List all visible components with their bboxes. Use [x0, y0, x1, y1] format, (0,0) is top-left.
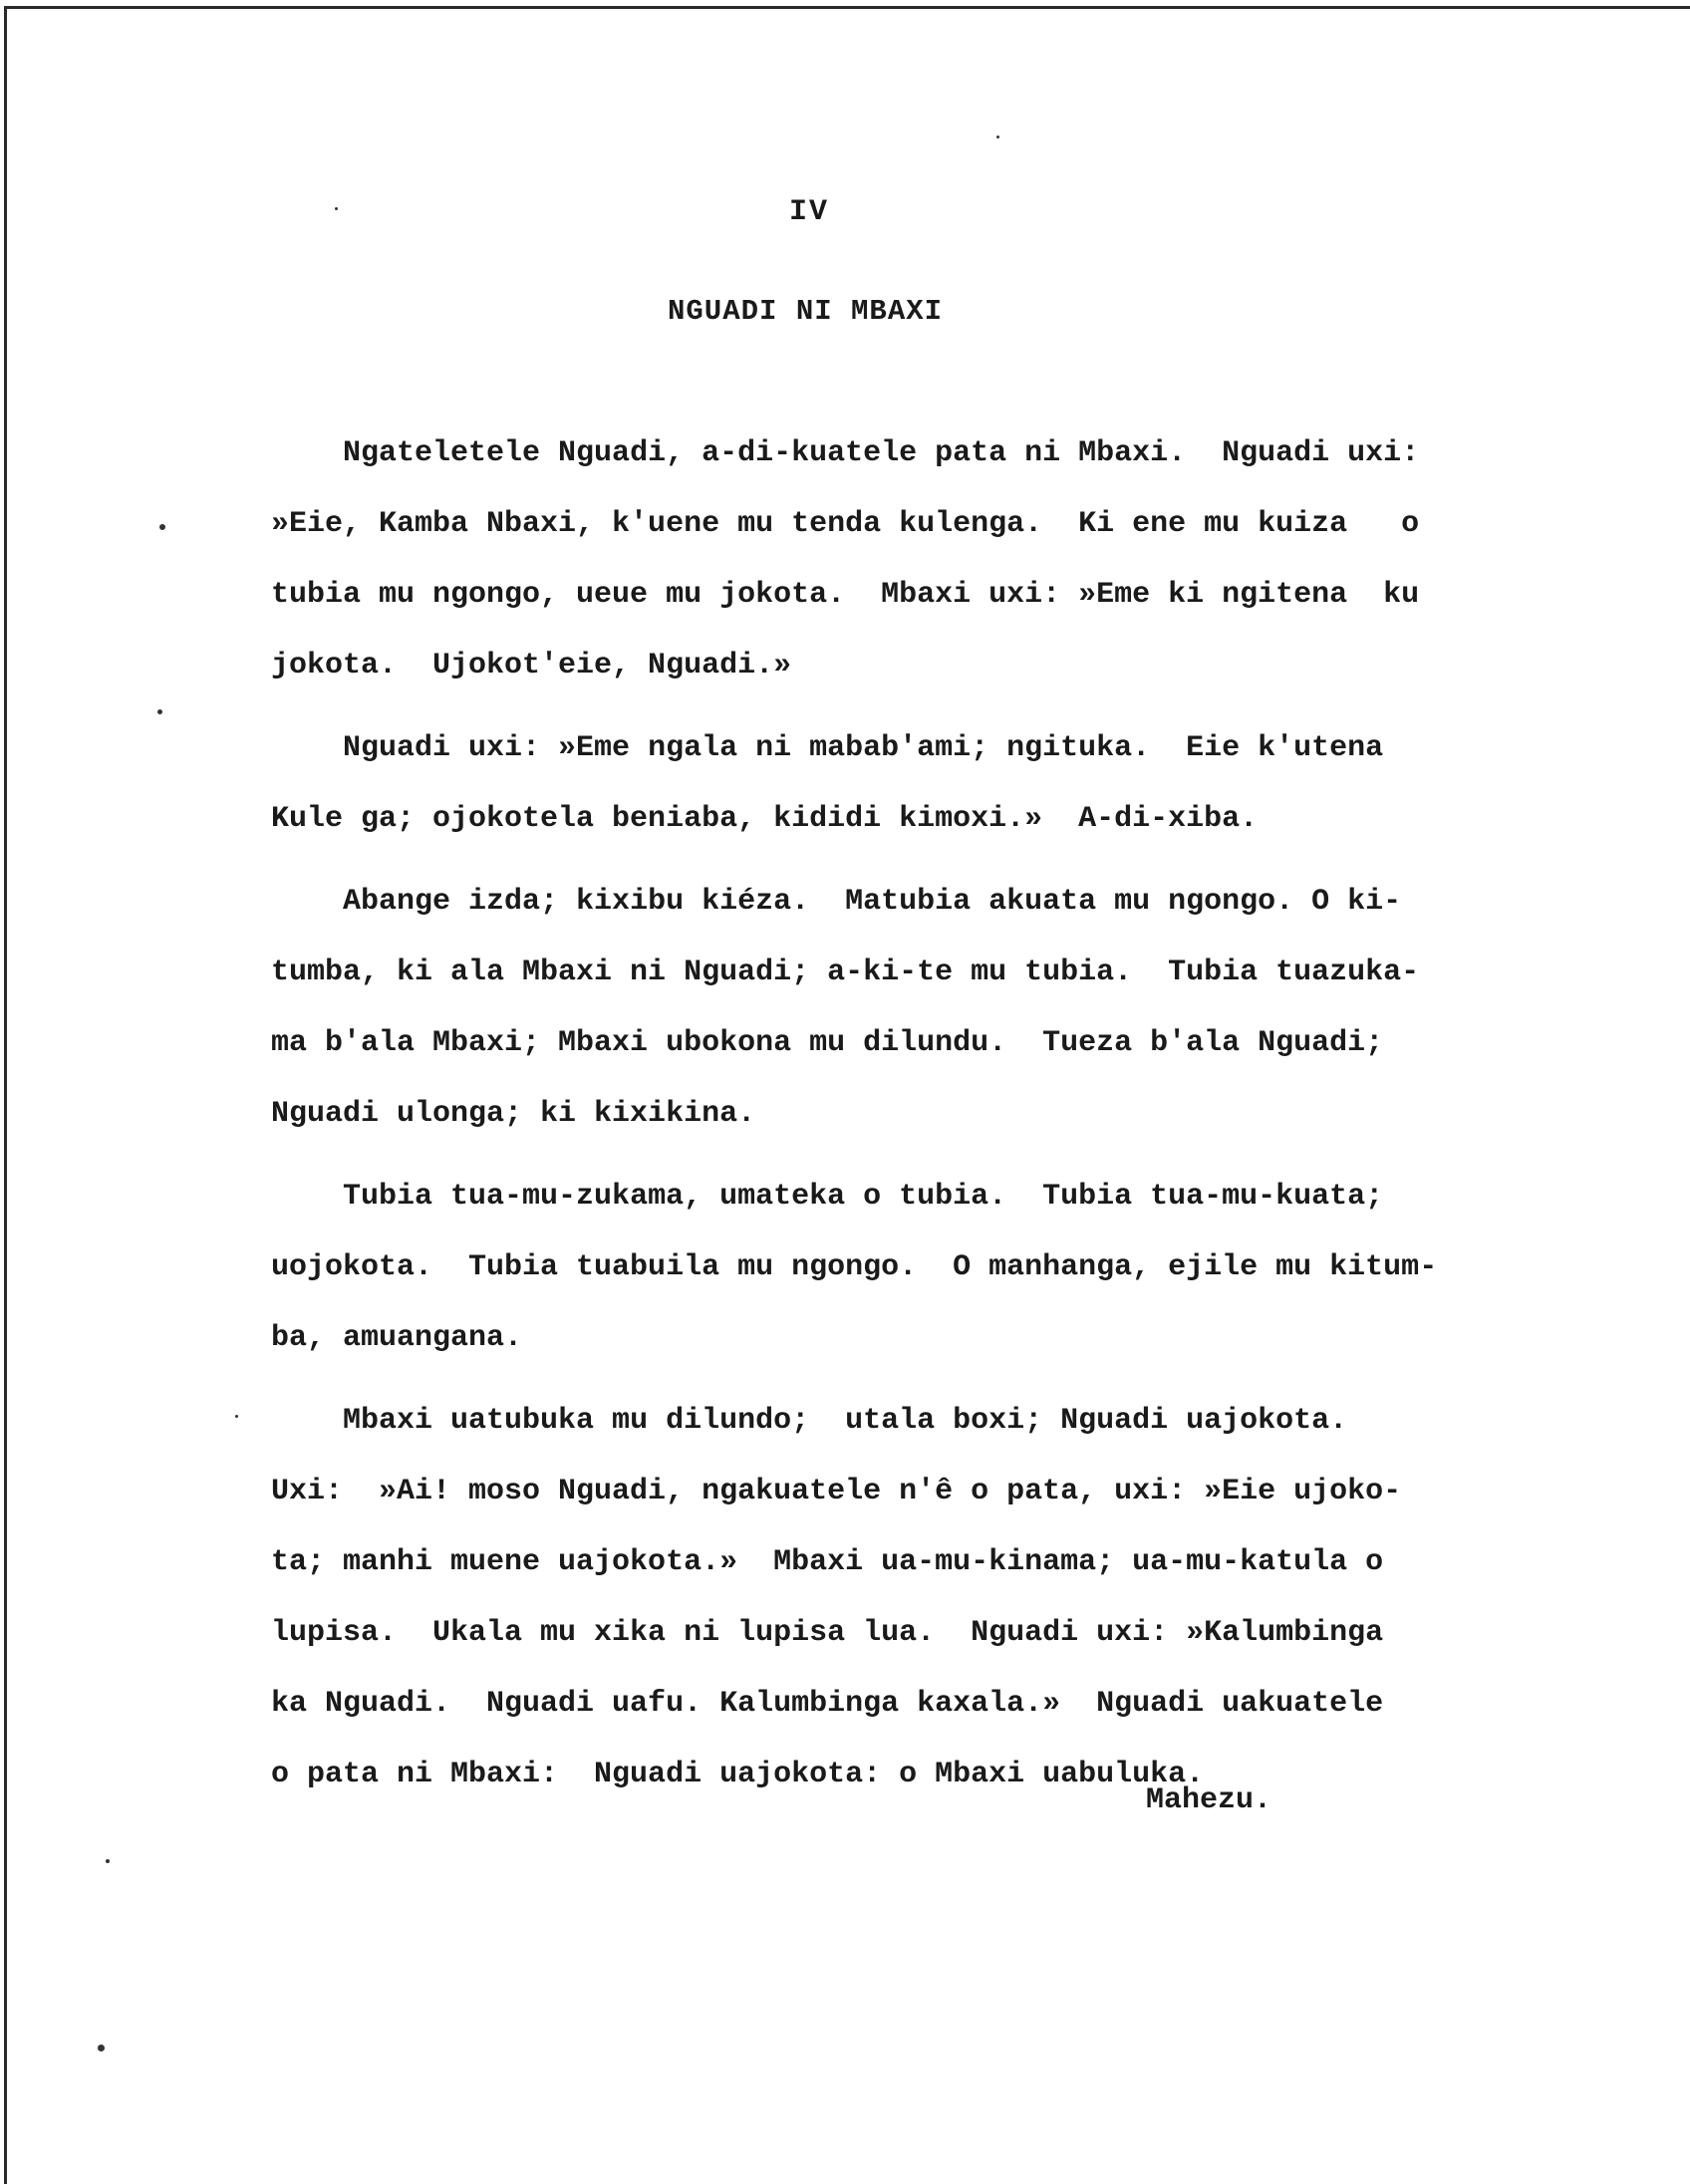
story-title: NGUADI NI MBAXI [668, 295, 944, 328]
text-line: ta; manhi muene uajokota.» Mbaxi ua-mu-kinama; ua-mu-katula o [271, 1545, 1384, 1579]
scan-speck [106, 1859, 110, 1863]
scan-speck [996, 136, 999, 138]
text-line: jokota. Ujokot'eie, Nguadi.» [271, 649, 792, 682]
signature: Mahezu. [1146, 1783, 1272, 1817]
paragraph [271, 867, 1556, 1150]
text-line: Tubia tua-mu-zukama, umateka o tubia. Tubia tua-mu-kuata; [271, 1180, 1384, 1214]
text-line: tubia mu ngongo, ueue mu jokota. Mbaxi uxi: »Eme ki ngitena ku [271, 578, 1420, 612]
text-line: Abange izda; kixibu kiéza. Matubia akuata mu ngongo. O ki- [271, 885, 1402, 919]
page-edge-top [4, 6, 1690, 9]
chapter-numeral: IV [789, 195, 830, 229]
story-body [271, 418, 1556, 1810]
paragraph [271, 1162, 1556, 1374]
paragraph [271, 1386, 1556, 1810]
text-line: uojokota. Tubia tuabuila mu ngongo. O manhanga, ejile mu kitum- [271, 1250, 1438, 1284]
text-line: ka Nguadi. Nguadi uafu. Kalumbinga kaxala.» Nguadi uakuatele [271, 1687, 1384, 1721]
text-line: Kule ga; ojokotela beniaba, kididi kimoxi.» A-di-xiba. [271, 802, 1259, 836]
text-line: »Eie, Kamba Nbaxi, k'uene mu tenda kulenga. Ki ene mu kuiza o [271, 507, 1420, 541]
text-line: Nguadi ulonga; ki kixikina. [271, 1097, 756, 1131]
text-line: Mbaxi uatubuka mu dilundo; utala boxi; Nguadi uajokota. [271, 1404, 1348, 1438]
text-line: lupisa. Ukala mu xika ni lupisa lua. Nguadi uxi: »Kalumbinga [271, 1616, 1384, 1650]
paragraph [271, 418, 1556, 701]
text-line: Nguadi uxi: »Eme ngala ni mabab'ami; ngituka. Eie k'utena [271, 731, 1384, 765]
scan-speck [157, 709, 162, 714]
scan-speck [98, 2045, 105, 2051]
text-line: ba, amuangana. [271, 1321, 523, 1355]
text-line: tumba, ki ala Mbaxi ni Nguadi; a-ki-te mu tubia. Tubia tuazuka- [271, 956, 1420, 989]
text-line: o pata ni Mbaxi: Nguadi uajokota: o Mbaxi uabuluka. [271, 1758, 1205, 1791]
paragraph [271, 713, 1556, 855]
scan-speck [159, 524, 165, 530]
scan-speck [235, 1415, 238, 1418]
scan-speck [335, 207, 338, 210]
text-line: ma b'ala Mbaxi; Mbaxi ubokona mu dilundu. Tueza b'ala Nguadi; [271, 1026, 1384, 1060]
text-line: Uxi: »Ai! moso Nguadi, ngakuatele n'ê o pata, uxi: »Eie ujoko- [271, 1475, 1402, 1508]
page-edge-left [4, 8, 7, 2184]
text-line: Ngateletele Nguadi, a-di-kuatele pata ni Mbaxi. Nguadi uxi: [271, 436, 1420, 470]
